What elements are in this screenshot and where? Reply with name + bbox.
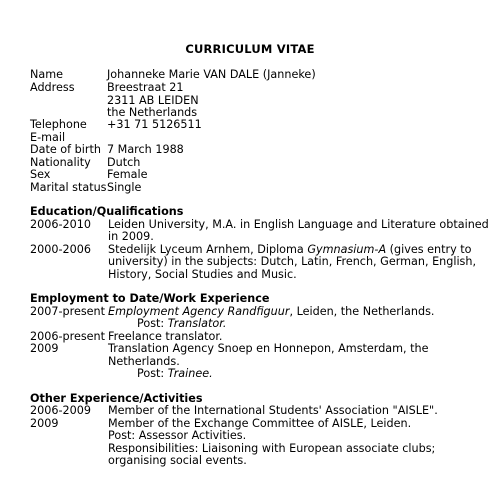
entry-line: Translation Agency Snoep en Honnepon, Amsterdam, the bbox=[108, 342, 429, 355]
education-heading: Education/Qualifications bbox=[30, 205, 184, 218]
dob-value: 7 March 1988 bbox=[107, 143, 184, 156]
entry-text: , Leiden, the Netherlands. bbox=[289, 305, 435, 318]
name-value: Johanneke Marie VAN DALE (Janneke) bbox=[107, 68, 316, 81]
entry-line: Netherlands. bbox=[108, 355, 180, 368]
entry-date: 2006-2010 bbox=[30, 218, 91, 231]
post-line bbox=[137, 318, 500, 331]
entry-line: university) in the subjects: Dutch, Latin, French, German, English, bbox=[108, 255, 477, 268]
post-label: Post: bbox=[137, 367, 168, 380]
entry-date: 2006-2009 bbox=[30, 404, 91, 417]
address-line-1: Breestraat 21 bbox=[107, 81, 184, 94]
address-line-3: the Netherlands bbox=[107, 106, 198, 119]
telephone-label: Telephone bbox=[30, 118, 87, 131]
diploma-name: Gymnasium-A bbox=[307, 243, 387, 256]
entry-date: 2007-present bbox=[30, 305, 106, 318]
entry-date: 2009 bbox=[30, 342, 59, 355]
sex-label: Sex bbox=[30, 168, 51, 181]
entry-date: 2009 bbox=[30, 417, 59, 430]
entry-date: 2000-2006 bbox=[30, 243, 91, 256]
post-value: Trainee. bbox=[167, 367, 213, 380]
address-line-2: 2311 AB LEIDEN bbox=[107, 94, 199, 107]
entry-date: 2006-present bbox=[30, 330, 106, 343]
dob-label: Date of birth bbox=[30, 143, 101, 156]
address-label: Address bbox=[30, 81, 75, 94]
post-value: Translator. bbox=[167, 317, 227, 330]
name-label: Name bbox=[30, 68, 64, 81]
marital-label: Marital status bbox=[30, 181, 107, 194]
entry-line: Leiden University, M.A. in English Language and Literature obtained bbox=[108, 218, 489, 231]
entry-line: Member of the Exchange Committee of AISLE, Leiden. bbox=[108, 417, 412, 430]
marital-value: Single bbox=[107, 181, 142, 194]
nationality-label: Nationality bbox=[30, 156, 91, 169]
employer-name: Employment Agency Randfiguur bbox=[108, 305, 290, 318]
page-title: CURRICULUM VITAE bbox=[185, 42, 315, 56]
entry-line: in 2009. bbox=[108, 230, 154, 243]
entry-text: Stedelijk Lyceum Arnhem, Diploma bbox=[108, 243, 308, 256]
entry-line: organising social events. bbox=[108, 454, 247, 467]
entry-text: (gives entry to bbox=[386, 243, 472, 256]
other-heading: Other Experience/Activities bbox=[30, 392, 203, 405]
entry-line: History, Social Studies and Music. bbox=[108, 268, 297, 281]
post-line bbox=[137, 368, 500, 381]
employment-heading: Employment to Date/Work Experience bbox=[30, 292, 270, 305]
entry-line: Freelance translator. bbox=[108, 330, 223, 343]
entry-line: Post: Assessor Activities. bbox=[108, 429, 247, 442]
entry-line: Member of the International Students' Association "AISLE". bbox=[108, 404, 438, 417]
email-label: E-mail bbox=[30, 131, 66, 144]
nationality-value: Dutch bbox=[107, 156, 141, 169]
sex-value: Female bbox=[107, 168, 148, 181]
telephone-value: +31 71 5126511 bbox=[107, 118, 202, 131]
entry-line: Responsibilities: Liaisoning with European associate clubs; bbox=[108, 442, 436, 455]
post-label: Post: bbox=[137, 317, 168, 330]
